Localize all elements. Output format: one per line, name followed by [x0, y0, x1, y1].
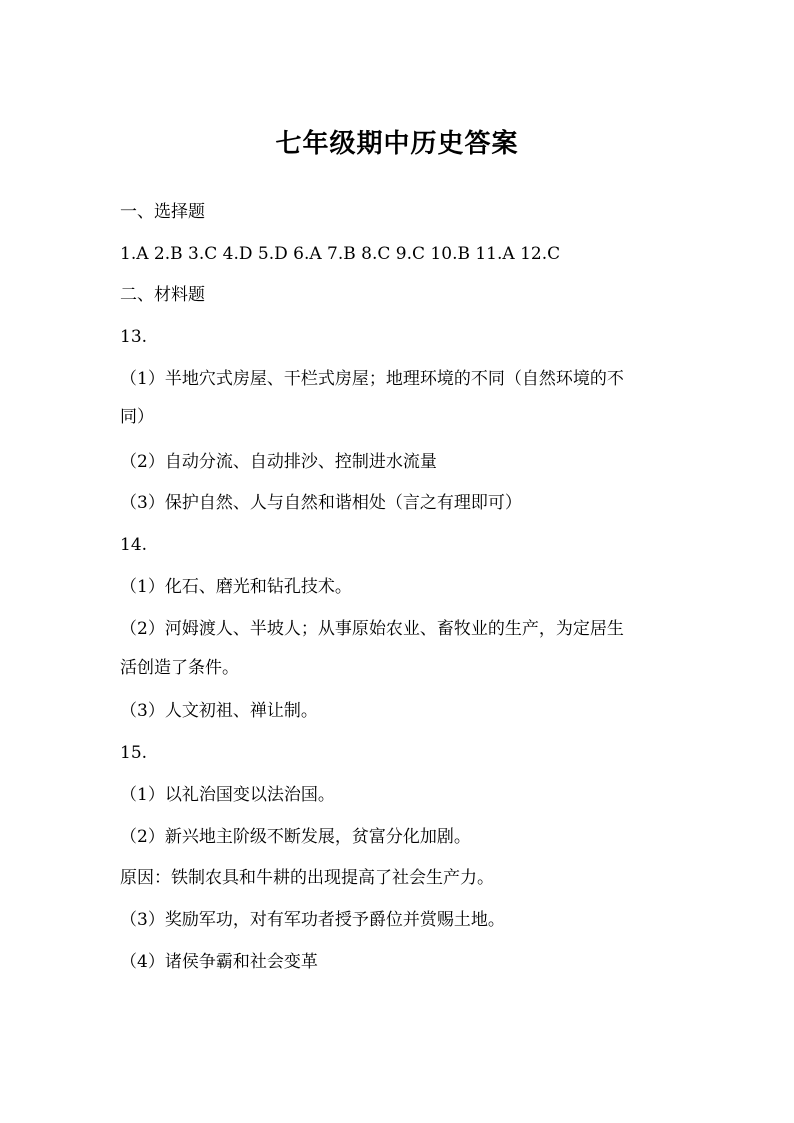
question-number-15: 15.	[120, 743, 148, 763]
choice-answers: 1.A 2.B 3.C 4.D 5.D 6.A 7.B 8.C 9.C 10.B 11.A 12.C	[120, 244, 561, 264]
answer-15-3: （3）奖励军功，对有军功者授予爵位并赏赐土地。	[120, 910, 505, 930]
answer-15-4: （4）诸侯争霸和社会变革	[120, 952, 318, 972]
document-title: 七年级期中历史答案	[275, 129, 519, 159]
answer-14-2-cont: 活创造了条件。	[120, 658, 239, 678]
answer-13-1: （1）半地穴式房屋、干栏式房屋；地理环境的不同（自然环境的不	[120, 369, 624, 389]
question-number-13: 13.	[120, 327, 148, 347]
answer-15-1: （1）以礼治国变以法治国。	[120, 785, 335, 805]
question-number-14: 14.	[120, 535, 148, 555]
section-heading-material: 二、材料题	[120, 285, 205, 305]
answer-14-2: （2）河姆渡人、半坡人；从事原始农业、畜牧业的生产，为定居生	[120, 619, 624, 639]
section-heading-choice: 一、选择题	[120, 202, 205, 222]
answer-14-1: （1）化石、磨光和钻孔技术。	[120, 577, 352, 597]
answer-14-3: （3）人文初祖、禅让制。	[120, 701, 318, 721]
answer-13-1-cont: 同）	[120, 407, 154, 427]
answer-15-2: （2）新兴地主阶级不断发展，贫富分化加剧。	[120, 827, 471, 847]
answer-15-reason: 原因：铁制农具和牛耕的出现提高了社会生产力。	[120, 868, 494, 888]
answer-13-3: （3）保护自然、人与自然和谐相处（言之有理即可）	[120, 493, 522, 513]
answer-13-2: （2）自动分流、自动排沙、控制进水流量	[120, 452, 437, 472]
